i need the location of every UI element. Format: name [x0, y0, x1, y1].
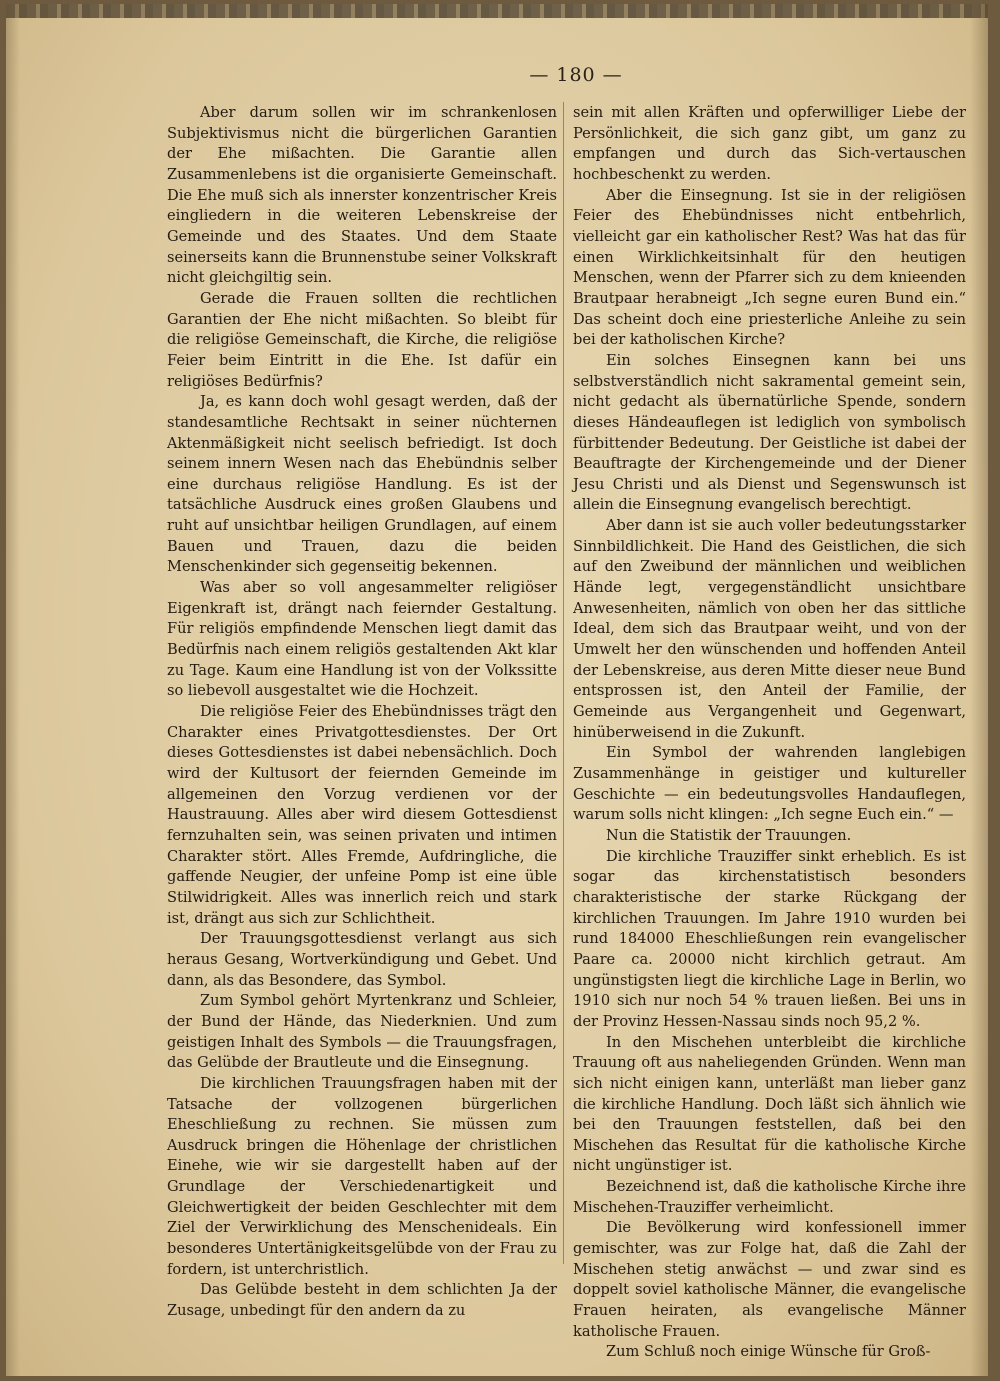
- page-shadow-right: [970, 4, 988, 1376]
- page-number: — 180 —: [529, 64, 623, 86]
- paragraph: Gerade die Frauen sollten die rechtlichen Garantien der Ehe nicht mißachten. So bleibt für die religiöse Gemeinschaft, die Kirche, die religiöse Feier beim Eintritt in die Ehe. Ist dafür ein religiöses Bedürfnis?: [167, 289, 557, 390]
- paragraph: Die kirchlichen Trauungsfragen haben mit der Tatsache der vollzogenen bürgerlichen Eheschließung zu rechnen. Sie müssen zum Ausdruck bringen die Höhenlage der christlichen Einehe, wie wir sie dargestellt haben auf der Grundlage der Verschiedenartigkeit und Gleichwertigkeit der beiden Geschlechter mit dem Ziel der Verwirklichung des Menschenideals. Ein besonderes Untertänigkeitsgelübde von der Frau zu fordern, ist unterchristlich.: [167, 1074, 557, 1278]
- paragraph: Ja, es kann doch wohl gesagt werden, daß der standesamtliche Rechtsakt in seiner nüchternen Aktenmäßigkeit nicht seelisch befriedigt. Ist doch seinem innern Wesen nach das Ehebündnis selber eine durchaus religiöse Handlung. Es ist der tatsächliche Ausdruck eines großen Glaubens und ruht auf unsichtbar heiligen Grundlagen, auf einem Bauen und Trauen, dazu die beiden Menschenkinder sich gegenseitig bekennen.: [167, 393, 557, 576]
- page-shadow-left: [6, 4, 20, 1376]
- paragraph: Ein solches Einsegnen kann bei uns selbstverständlich nicht sakramental gemeint sein, nicht gedacht als übernatürliche Spende, sondern dieses Händeauflegen ist lediglich von symbolisch fürbittender Bedeutung. Der Geistliche ist dabei der Beauftragte der Kirchengemeinde und der Diener Jesu Christi und als Dienst und Segenswunsch ist allein die Einsegnung evangelisch berechtigt.: [573, 351, 966, 514]
- paragraph: Ein Symbol der wahrenden langlebigen Zusammenhänge in geistiger und kultureller Geschichte — ein bedeutungsvolles Handauflegen, warum solls nicht klingen: „Ich segne Euch ein.“ —: [573, 744, 966, 824]
- paragraph: In den Mischehen unterbleibt die kirchliche Trauung oft aus naheliegenden Gründen. Wenn man sich nicht einigen kann, unterläßt man lieber ganz die kirchliche Handlung. Doch läßt sich ähnlich wie bei den Trauungen feststellen, daß bei den Mischehen das Resultat für die katholische Kirche nicht ungünstiger ist.: [573, 1033, 966, 1175]
- paragraph: Aber dann ist sie auch voller bedeutungsstarker Sinnbildlichkeit. Die Hand des Geistlichen, die sich auf den Zweibund der männlichen und weiblichen Hände legt, vergegenständlicht unsichtbare Anwesenheiten, nämlich von oben her das sittliche Ideal, dem sich das Brautpaar weiht, und von der Umwelt her den wünschenden und hoffenden Anteil der Lebenskreise, aus deren Mitte dieser neue Bund entsprossen ist, den Anteil der Familie, der Gemeinde aus Vergangenheit und Gegenwart, hinüberweisend in die Zukunft.: [573, 517, 966, 741]
- paragraph: sein mit allen Kräften und opferwilliger Liebe der Persönlichkeit, die sich ganz gibt, um ganz zu empfangen und durch das Sich-vertauschen hochbeschenkt zu werden.: [573, 104, 966, 183]
- page-top-edge: [6, 4, 988, 18]
- paragraph: Bezeichnend ist, daß die katholische Kirche ihre Mischehen-Trauziffer verheimlicht.: [573, 1178, 966, 1216]
- right-text-column: [573, 103, 966, 1363]
- paragraph: Was aber so voll angesammelter religiöser Eigenkraft ist, drängt nach feiernder Gestaltung. Für religiös empfindende Menschen liegt damit das Bedürfnis nach einem religiös gestaltenden Akt klar zu Tage. Kaum eine Handlung ist von der Volkssitte so liebevoll ausgestaltet wie die Hochzeit.: [167, 579, 557, 700]
- column-divider: [563, 102, 564, 1264]
- paragraph: Zum Symbol gehört Myrtenkranz und Schleier, der Bund der Hände, das Niederknien. Und zum geistigen Inhalt des Symbols — die Trauungsfragen, das Gelübde der Brautleute und die Einsegnung.: [167, 992, 557, 1072]
- paragraph: Zum Schluß noch einige Wünsche für Groß-: [606, 1343, 931, 1361]
- paragraph: Die Bevölkerung wird konfessionell immer gemischter, was zur Folge hat, daß die Zahl der Mischehen stetig anwächst — und zwar sind es doppelt soviel katholische Männer, die evangelische Frauen heiraten, als evangelische Männer katholische Frauen.: [573, 1219, 966, 1340]
- paragraph: Aber darum sollen wir im schrankenlosen Subjektivismus nicht die bürgerlichen Garantien der Ehe mißachten. Die Garantie allen Zusammenlebens ist die organisierte Gemeinschaft. Die Ehe muß sich als innerster konzentrischer Kreis eingliedern in die weiteren Lebenskreise der Gemeinde und des Staates. Und dem Staate seinerseits kann die Brunnenstube seiner Volkskraft nicht gleichgiltig sein.: [167, 104, 557, 287]
- paragraph: Aber die Einsegnung. Ist sie in der religiösen Feier des Ehebündnisses nicht entbehrlich, vielleicht gar ein katholischer Rest? Was hat das für einen Wirklichkeitsinhalt für den heutigen Menschen, wenn der Pfarrer sich zu dem knieenden Brautpaar herabneigt „Ich segne euren Bund ein.“ Das scheint doch eine priesterliche Anleihe zu sein bei der katholischen Kirche?: [573, 186, 966, 349]
- left-text-column: [167, 103, 557, 1322]
- paragraph: Die religiöse Feier des Ehebündnisses trägt den Charakter eines Privatgottesdienstes. Der Ort dieses Gottesdienstes ist dabei nebensächlich. Doch wird der Kultusort der feiernden Gemeinde im allgemeinen den Vorzug verdienen vor der Haustrauung. Alles aber wird diesem Gottesdienst fernzuhalten sein, was seinen privaten und intimen Charakter stört. Alles Fremde, Aufdringliche, die gaffende Neugier, der unfeine Pomp ist eine üble Stilwidrigkeit. Alles was innerlich reich und stark ist, drängt aus sich zur Schlichtheit.: [167, 703, 557, 927]
- paragraph: Der Trauungsgottesdienst verlangt aus sich heraus Gesang, Wortverkündigung und Gebet. Und dann, als das Besondere, das Symbol.: [167, 930, 557, 989]
- book-page: [6, 4, 988, 1376]
- paragraph: Die kirchliche Trauziffer sinkt erheblich. Es ist sogar das kirchenstatistisch besonders charakteristische der starke Rückgang der kirchlichen Trauungen. Im Jahre 1910 wurden bei rund 184000 Eheschließungen rein evangelischer Paare ca. 20000 nicht kirchlich getraut. Am ungünstigsten liegt die kirchliche Lage in Berlin, wo 1910 sich nur noch 54 % trauen ließen. Bei uns in der Provinz Hessen-Nassau sinds noch 95,2 %.: [573, 847, 966, 1030]
- paragraph: Nun die Statistik der Trauungen.: [606, 826, 852, 844]
- paragraph: Das Gelübde besteht in dem schlichten Ja der Zusage, unbedingt für den andern da zu: [167, 1281, 557, 1320]
